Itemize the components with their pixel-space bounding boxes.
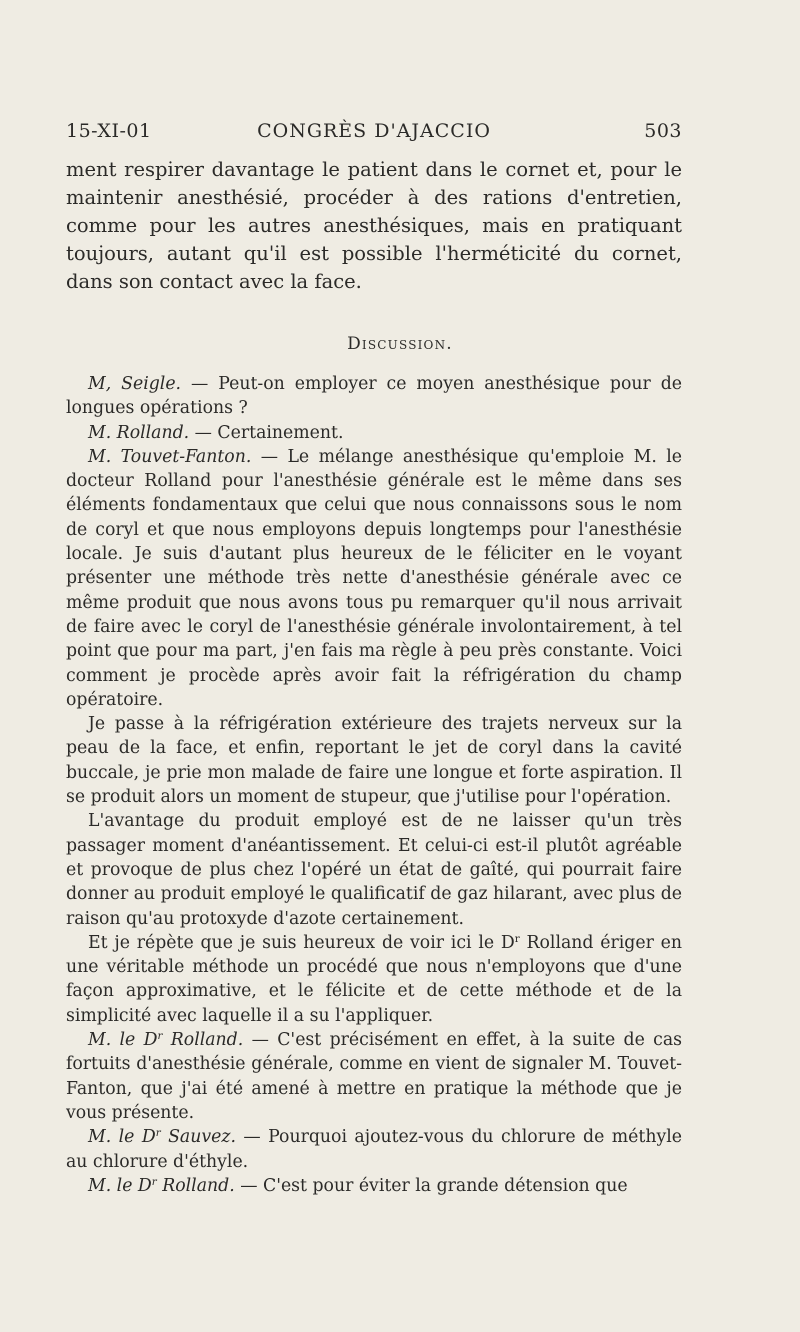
opening-paragraph: ment respirer davantage le patient dans le cornet et, pour le maintenir anesthésié, procéder à des rations d'entretien, comme pour les autres anesthésiques, mais en pratiquant toujours, autant qu'il est possible l'herméticité du cornet, dans son contact avec la face. xyxy=(66,158,682,293)
header-title: CONGRÈS D'AJACCIO xyxy=(257,120,491,142)
section-heading: Discussion. xyxy=(347,334,453,354)
speaker-prefix: M. le D xyxy=(88,1127,156,1148)
speaker-name: M, Seigle. xyxy=(88,374,182,394)
superscript: r xyxy=(157,1029,163,1042)
speaker-name xyxy=(88,1127,236,1147)
discussion-paragraph xyxy=(66,445,682,712)
page-number: 503 xyxy=(644,120,682,142)
speaker-surname: Rolland. xyxy=(156,1175,235,1196)
speaker-prefix: M. le D xyxy=(88,1175,152,1196)
discussion-paragraph xyxy=(66,421,682,445)
discussion-paragraph xyxy=(66,372,682,421)
superscript: r xyxy=(514,932,520,945)
speaker-name: M. Touvet-Fanton. xyxy=(88,446,252,467)
speaker-surname: Sauvez. xyxy=(160,1127,236,1148)
running-head xyxy=(66,120,682,144)
speaker-name xyxy=(88,1176,235,1196)
speech-text: — C'est précisément en effet, à la suite de cas fortuits d'anesthésie générale, comme en vient de signaler M. Touvet-Fanton, que j'ai été amené à mettre en pratique la méthode que je vous présente. xyxy=(66,1030,682,1123)
speech-text: — Certainement. xyxy=(189,422,344,443)
speaker-prefix: M. le D xyxy=(88,1030,158,1051)
superscript: r xyxy=(151,1175,157,1188)
speech-text: — Le mélange anesthésique qu'emploie M. le docteur Rolland pour l'anesthésie générale est le même dans ses éléments fondamentaux que celui que nous connaissons sous le nom de coryl et que nous employons depuis longtemps pour l'anesthésie locale. Je suis d'autant plus heureux de le féliciter en le voyant présenter une méthode très nette d'anesthésie générale avec ce même produit que nous avons tous pu remarquer qu'il nous arrivait de faire avec le coryl de l'anesthésie générale involontairement, à tel point que pour ma part, j'en fais ma règle à peu près constante. Voici comment je procède après avoir fait la réfrigération du champ opératoire. xyxy=(66,446,682,710)
speech-text: L'avantage du produit employé est de ne laisser qu'un très passager moment d'anéantissement. Et celui-ci est-il plutôt agréable et provoque de plus chez l'opéré un état de gaîté, qui pourrait faire donner au produit employé le qualificatif de gaz hilarant, avec plus de raison qu'au protoxyde d'azote certainement. xyxy=(66,811,682,929)
speech-text: Et je répète que je suis heureux de voir ici le D xyxy=(88,932,515,953)
discussion-paragraph xyxy=(66,1028,682,1125)
speaker-surname: Rolland. xyxy=(162,1030,244,1051)
superscript: r xyxy=(155,1126,161,1139)
speech-text: Je passe à la réfrigération extérieure des trajets nerveux sur la peau de la face, et enfin, reportant le jet de coryl dans la cavité buccale, je prie mon malade de faire une longue et forte aspiration. Il se produit alors un moment de stupeur, que j'utilise pour l'opération. xyxy=(66,714,682,808)
speaker-name: M. Rolland. xyxy=(88,422,190,443)
discussion-paragraph xyxy=(66,1125,682,1174)
speech-text: — Peut-on employer ce moyen anesthésique pour de longues opérations ? xyxy=(66,374,683,419)
header-date: 15-XI-01 xyxy=(66,120,152,142)
speaker-name xyxy=(88,1030,243,1050)
speech-text: — C'est pour éviter la grande détension que xyxy=(234,1175,628,1196)
discussion-paragraph xyxy=(66,712,682,809)
discussion-paragraph xyxy=(66,809,682,930)
discussion-paragraph xyxy=(66,1174,682,1198)
speech-text: — Pourquoi ajoutez-vous du chlorure de méthyle au chlorure d'éthyle. xyxy=(66,1127,682,1172)
speech-text: Rolland ériger en une véritable méthode un procédé que nous n'employons que d'une façon approximative, et le félicite et de cette méthode et de la simplicité avec laquelle il a su l'appliquer. xyxy=(66,932,682,1026)
discussion-paragraph xyxy=(66,931,682,1028)
discussion-body xyxy=(66,372,682,1198)
